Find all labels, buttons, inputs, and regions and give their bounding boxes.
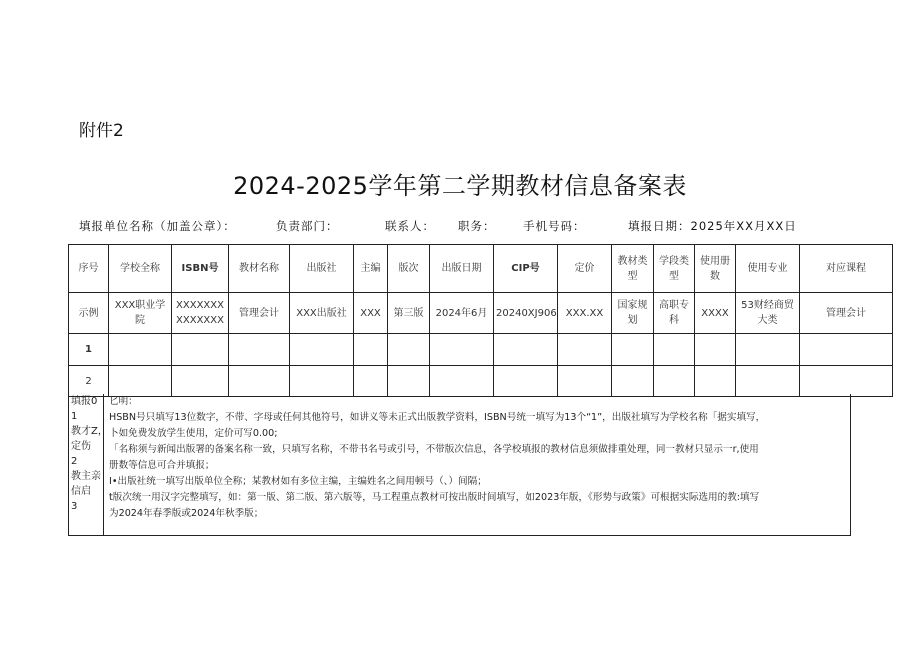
- note-line: 册数等信息可合并填报；: [109, 460, 215, 471]
- table-cell[interactable]: [654, 366, 695, 397]
- table-cell: 20240XJ906: [494, 293, 558, 334]
- table-cell: 高职专科: [654, 293, 695, 334]
- table-cell[interactable]: [736, 334, 800, 366]
- table-cell[interactable]: [558, 366, 612, 397]
- meta-position: 职务：: [458, 219, 496, 233]
- notes-left-column: [69, 394, 108, 535]
- table-cell: XXX.XX: [558, 293, 612, 334]
- table-cell[interactable]: [800, 366, 893, 397]
- table-cell[interactable]: [695, 366, 736, 397]
- notes-left-line: 3: [71, 501, 78, 512]
- notes-left-line: 教主亲: [71, 471, 101, 482]
- note-line: 匕明：: [109, 396, 138, 407]
- note-line: 为2024年春季版或2024年秋季版；: [109, 508, 264, 519]
- table-cell[interactable]: [430, 366, 494, 397]
- header-cell: 定价: [558, 245, 612, 293]
- notes-left-line: 2: [71, 456, 78, 467]
- attachment-label: 附件2: [79, 121, 124, 141]
- meta-dept: 负责部门：: [276, 219, 339, 233]
- table-cell: 管理会计: [800, 293, 893, 334]
- notes-text: [105, 394, 844, 522]
- table-cell[interactable]: [494, 334, 558, 366]
- filing-table: [68, 244, 893, 397]
- header-cell: CIP号: [494, 245, 558, 293]
- table-cell[interactable]: [290, 334, 354, 366]
- table-cell[interactable]: [109, 366, 172, 397]
- table-cell[interactable]: [558, 334, 612, 366]
- table-row: [69, 334, 893, 366]
- note-line: 「名称须与新闻出版署的备案名称一致，只填写名称，不带书名号或引号，不带版次信息，各学校填报的教材信息须做排重处理，同一教材只显示一r,使用: [109, 444, 759, 455]
- table-row: [69, 366, 893, 397]
- table-cell[interactable]: [172, 334, 229, 366]
- note-line: HSBN号只填写13位数字，不带、字母或任何其他符号，如讲义等未正式出版教学资料，ISBN号统一填写为13个“1”，出版社填写为学校名称「据实填写，: [109, 412, 766, 423]
- table-cell[interactable]: [388, 334, 430, 366]
- header-cell: 使用专业: [736, 245, 800, 293]
- table-cell[interactable]: [494, 366, 558, 397]
- header-cell: 教材名称: [229, 245, 290, 293]
- table-cell: 国家规划: [612, 293, 654, 334]
- header-cell: 序号: [69, 245, 109, 293]
- table-cell[interactable]: [430, 334, 494, 366]
- table-cell[interactable]: [736, 366, 800, 397]
- table-cell: XXXX: [695, 293, 736, 334]
- table-cell[interactable]: [612, 366, 654, 397]
- row-number: 1: [69, 334, 109, 366]
- table-cell[interactable]: [800, 334, 893, 366]
- notes-left-line: 定伤: [71, 441, 91, 452]
- table-cell[interactable]: [388, 366, 430, 397]
- notes-left-line: 1: [71, 411, 78, 422]
- notes-section: [68, 394, 851, 536]
- meta-contact: 联系人：: [385, 219, 435, 233]
- page-title: 2024-2025学年第二学期教材信息备案表: [233, 172, 687, 200]
- header-cell: 学校全称: [109, 245, 172, 293]
- note-line: t版次统一用汉字完整填写，如：第一版、第二版、第六版等，马工程重点教材可按出版时间填写，如2023年版，《形势与政策》可根据实际选用的教:填写: [109, 492, 760, 503]
- table-cell[interactable]: [695, 334, 736, 366]
- table-cell: 示例: [69, 293, 109, 334]
- table-cell[interactable]: [354, 334, 388, 366]
- header-cell: 出版社: [290, 245, 354, 293]
- table-cell: 2024年6月: [430, 293, 494, 334]
- header-row: [69, 245, 893, 293]
- header-cell: 出版日期: [430, 245, 494, 293]
- header-cell: 版次: [388, 245, 430, 293]
- table-cell[interactable]: [612, 334, 654, 366]
- table-cell[interactable]: [109, 334, 172, 366]
- header-cell: 教材类型: [612, 245, 654, 293]
- table-cell: XXXXXXXXXXXXXX: [172, 293, 229, 334]
- notes-left-line: 信启: [71, 486, 91, 497]
- table-cell[interactable]: [354, 366, 388, 397]
- header-cell: ISBN号: [172, 245, 229, 293]
- table-cell[interactable]: [229, 366, 290, 397]
- table-cell[interactable]: [290, 366, 354, 397]
- meta-unit: 填报单位名称（加盖公章）：: [79, 219, 236, 233]
- table-cell: 第三版: [388, 293, 430, 334]
- table-cell[interactable]: [229, 334, 290, 366]
- table-cell: XXX出版社: [290, 293, 354, 334]
- header-cell: 学段类型: [654, 245, 695, 293]
- header-cell: 主编: [354, 245, 388, 293]
- table-cell: XXX: [354, 293, 388, 334]
- header-cell: 对应课程: [800, 245, 893, 293]
- notes-left-line: 填报0: [71, 396, 98, 407]
- table-cell: 53财经商贸大类: [736, 293, 800, 334]
- meta-phone: 手机号码：: [523, 219, 586, 233]
- table-cell: 管理会计: [229, 293, 290, 334]
- table-cell[interactable]: [172, 366, 229, 397]
- table-cell: XXX职业学院: [109, 293, 172, 334]
- table-cell[interactable]: [654, 334, 695, 366]
- meta-date: 填报日期：2025年XX月XX日: [628, 219, 797, 233]
- header-cell: 使用册数: [695, 245, 736, 293]
- notes-left-line: 教才Z，: [71, 426, 108, 437]
- note-line: I•出版社统一填写出版单位全称；某教材如有多位主编，主编姓名之间用顿号（、）间隔；: [109, 476, 487, 487]
- example-row: [69, 293, 893, 334]
- note-line: 卜如免费发放学生使用，定价可写0.00;: [109, 428, 278, 439]
- row-number: 2: [69, 366, 109, 397]
